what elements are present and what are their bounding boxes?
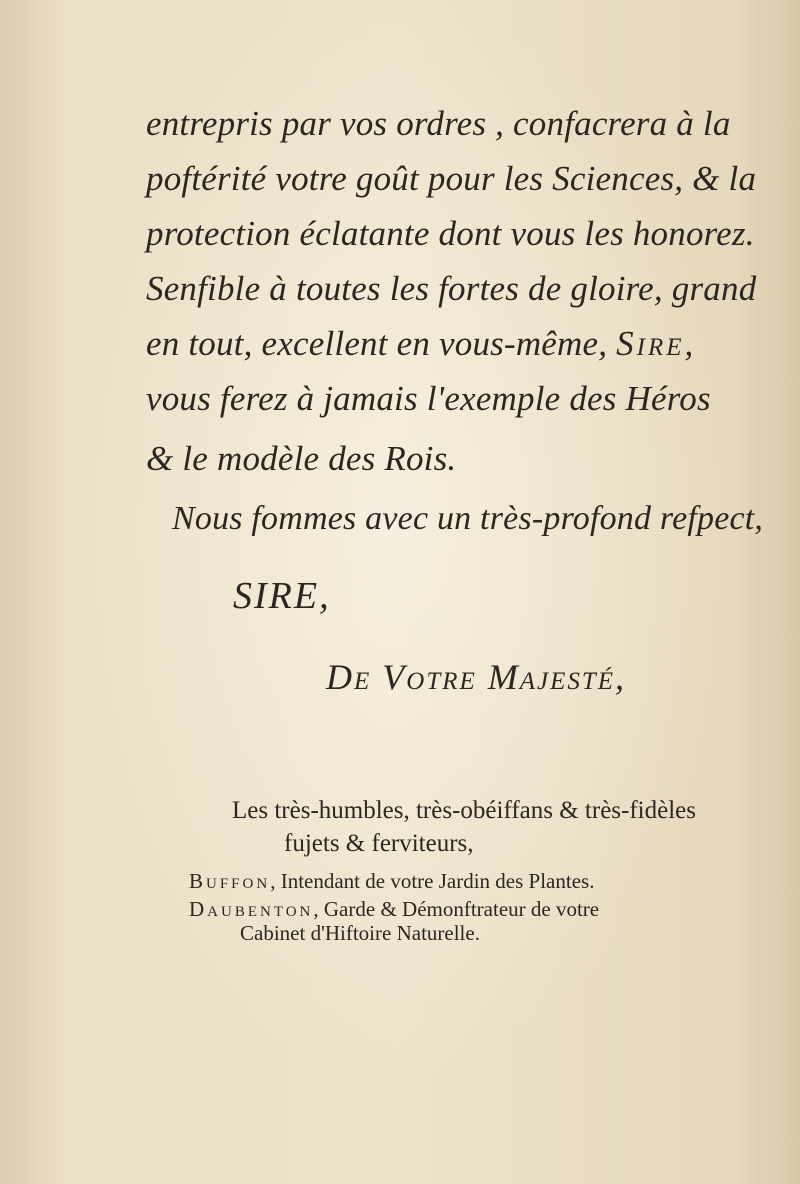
dedication-line-4: Senfible à toutes les fortes de gloire, grand [146, 269, 757, 308]
dedication-line-5 [146, 316, 697, 371]
dedication-line-6: vous ferez à jamais l'exemple des Héros [146, 379, 711, 418]
dedication-line-5-text: en tout, excellent en vous-même, [146, 324, 617, 363]
buffon-title: , Intendant de votre Jardin des Plantes. [270, 869, 595, 893]
dedication-line-2: poftérité votre goût pour les Sciences, & la [146, 159, 757, 198]
dedication-line-3: protection éclatante dont vous les honorez. [146, 214, 755, 253]
closing-line-2: fujets & ferviteurs, [284, 830, 474, 857]
signatory-buffon [189, 869, 594, 894]
dedication-line-7: & le modèle des Rois. [146, 439, 457, 478]
salutation-majeste: De Votre Majesté, [326, 657, 627, 697]
daubenton-title-line-2: Cabinet d'Hiftoire Naturelle. [240, 921, 480, 945]
dedication-line-5-sire: Sire, [616, 324, 697, 363]
dedication-line-8: Nous fommes avec un très-profond refpect, [172, 500, 764, 537]
buffon-name: Buffon [189, 869, 271, 893]
closing-line-1: Les très-humbles, très-obéiffans & très-fidèles [232, 797, 696, 824]
dedication-line-1: entrepris par vos ordres , confacrera à la [146, 104, 731, 143]
signatory-daubenton [189, 897, 599, 922]
daubenton-title: , Garde & Démonftrateur de votre [313, 897, 600, 921]
salutation-sire: SIRE, [233, 575, 331, 617]
daubenton-name: Daubenton [189, 897, 314, 921]
